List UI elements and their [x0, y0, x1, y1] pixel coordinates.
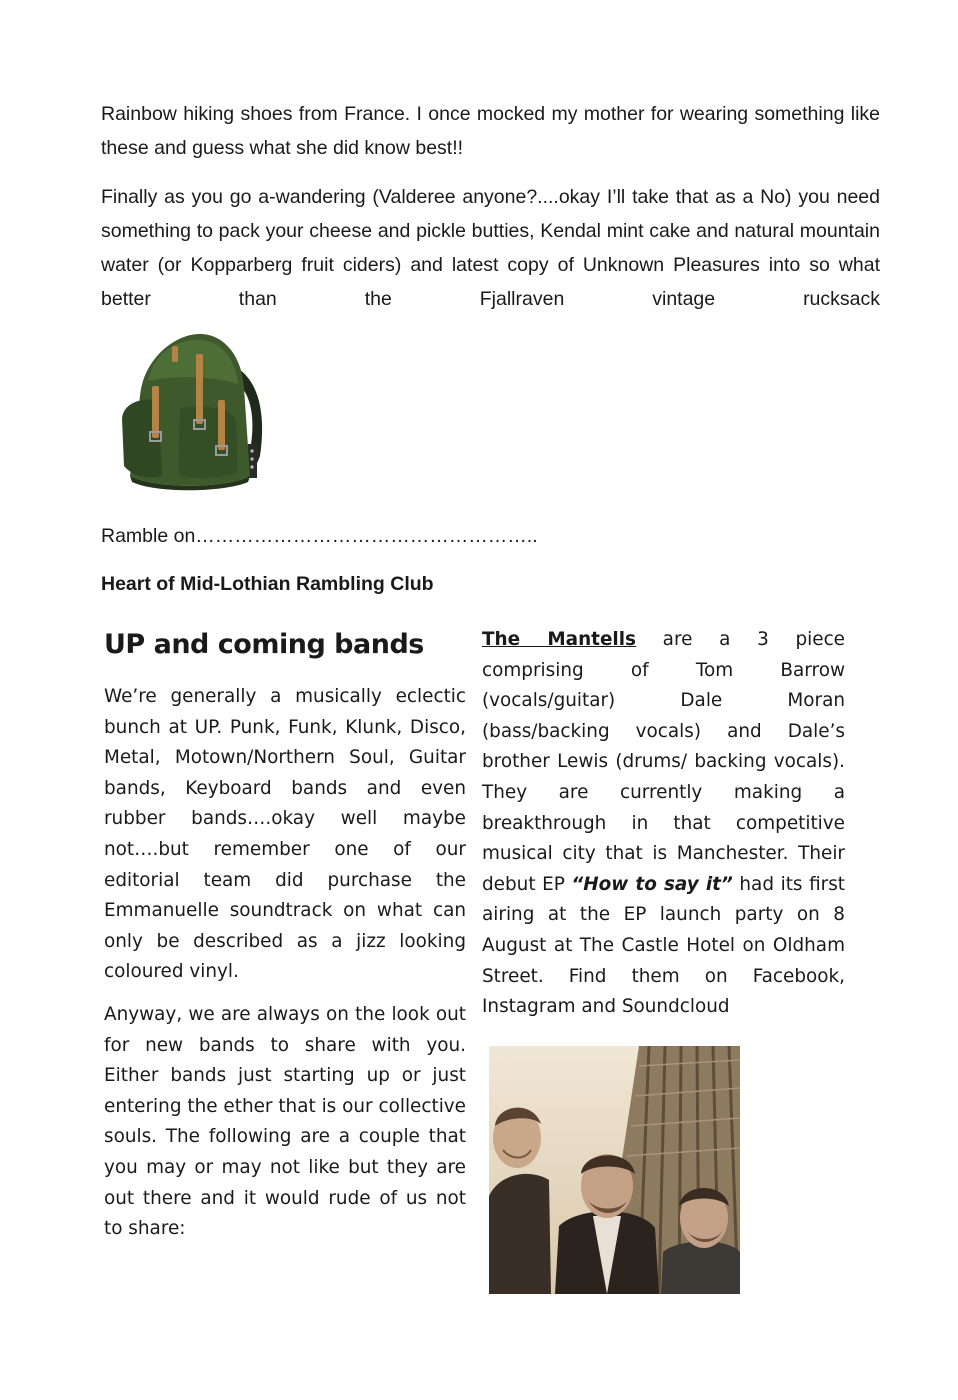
ep-title: “How to say it”	[571, 873, 733, 895]
paragraph-rucksack: Finally as you go a-wandering (Valderee anyone?....okay I’ll take that as a No) you need something to pack your cheese and pickle butties, Kendal mint cake and natural mountain water (or Kopparberg fruit ciders) and latest copy of Unknown Pleasures into so what better than the Fjallraven vintage rucksack	[101, 186, 880, 310]
paragraph-new-bands: Anyway, we are always on the look out for new bands to share with you. Either bands just starting up or just entering the ether that is our collective souls. The following are a couple that you may or may not like but they are out there and it would rude of us not to share:	[104, 1003, 466, 1240]
paragraph-mantells	[482, 625, 845, 1023]
paragraph-eclectic: We’re generally a musically eclectic bunch at UP. Punk, Funk, Klunk, Disco, Metal, Motown/Northern Soul, Guitar bands, Keyboard bands and even rubber bands….okay well maybe not….but remember one of our editorial team did purchase the Emmanuelle soundtrack on what can only be described as a jizz looking coloured vinyl.	[104, 686, 466, 983]
paragraph-shoes: Rainbow hiking shoes from France. I once mocked my mother for wearing something like these and guess what she did know best!!	[101, 103, 880, 159]
band-name: The Mantells	[482, 629, 636, 650]
band-photo	[489, 1046, 740, 1294]
section-heading: UP and coming bands	[104, 629, 424, 660]
bands-left-column	[104, 628, 466, 1257]
rucksack-image	[118, 326, 274, 496]
signature-club: Heart of Mid-Lothian Rambling Club	[101, 573, 434, 595]
band-description-b: had its first airing at the EP launch party on 8 August at The Castle Hotel on Oldham Street. Find them on Facebook, Instagram and Soundcloud	[482, 873, 846, 1018]
band-description-a: are a 3 piece comprising of Tom Barrow (vocals/guitar) Dale Moran (bass/backing vocals) and Dale’s brother Lewis (drums/ backing vocals). They are currently making a breakthrough in that competitive musical city that is Manchester. Their debut EP	[482, 629, 845, 895]
ramble-on-line: Ramble on……………………………………………..	[101, 525, 538, 547]
bands-right-column	[482, 625, 845, 1035]
